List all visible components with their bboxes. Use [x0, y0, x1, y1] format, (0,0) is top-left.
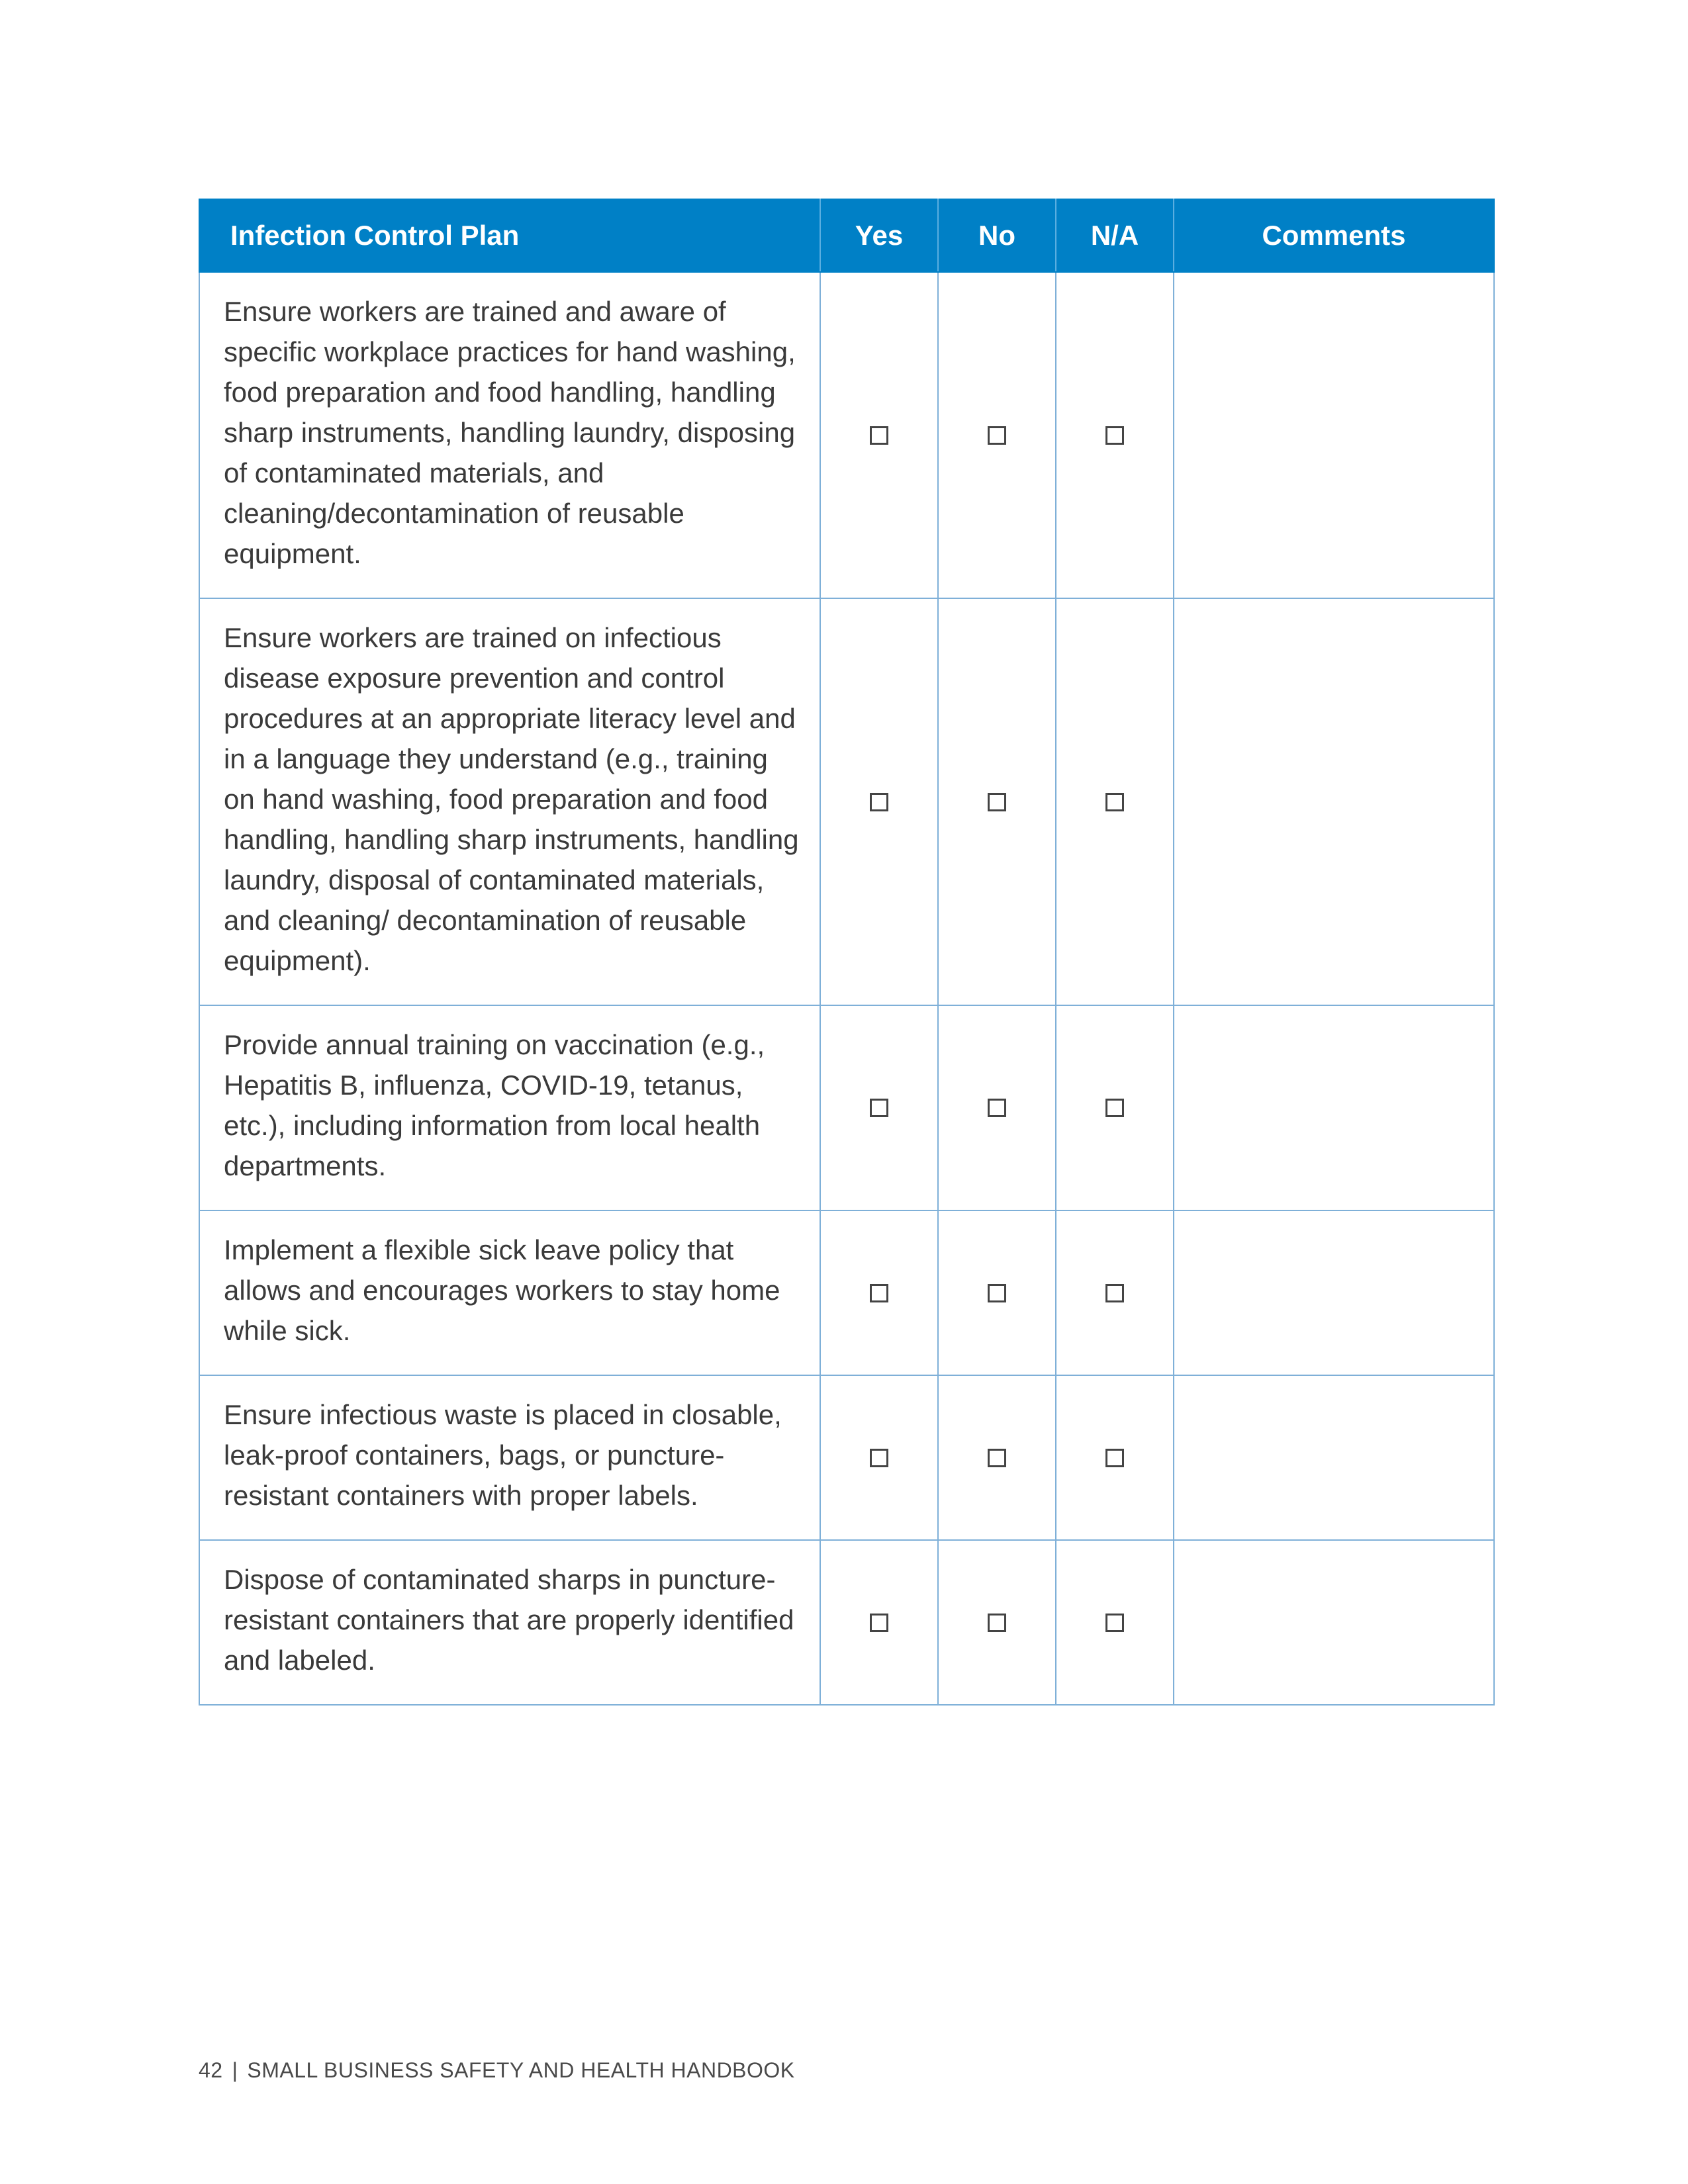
- na-checkbox[interactable]: [1105, 426, 1124, 445]
- footer-separator: |: [232, 2058, 238, 2082]
- row-text: Provide annual training on vaccination (e.g., Hepatitis B, influenza, COVID-19, tetanus, etc.), including information from local health departments.: [199, 1005, 820, 1210]
- na-cell: [1056, 1540, 1174, 1705]
- no-cell: [938, 1210, 1056, 1375]
- row-text: Ensure workers are trained on infectious disease exposure prevention and control procedures at an appropriate literacy level and in a language they understand (e.g., training on hand washing, food preparation and food handling, handling sharp instruments, handling laundry, disposal of contaminated materials, and cleaning/ decontamination of reusable equipment).: [199, 598, 820, 1005]
- page-number: 42: [199, 2058, 223, 2082]
- yes-cell: [820, 1540, 938, 1705]
- no-checkbox[interactable]: [988, 793, 1006, 811]
- no-cell: [938, 598, 1056, 1005]
- row-text: Dispose of contaminated sharps in puncture-resistant containers that are properly identified and labeled.: [199, 1540, 820, 1705]
- handbook-title: SMALL BUSINESS SAFETY AND HEALTH HANDBOOK: [247, 2058, 795, 2082]
- header-yes: Yes: [820, 199, 938, 272]
- table-row: [199, 1005, 1494, 1210]
- na-cell: [1056, 1005, 1174, 1210]
- comments-field[interactable]: [1174, 1375, 1494, 1540]
- table-row: [199, 1210, 1494, 1375]
- yes-cell: [820, 1210, 938, 1375]
- no-checkbox[interactable]: [988, 1284, 1006, 1302]
- comments-field[interactable]: [1174, 1540, 1494, 1705]
- comments-field[interactable]: [1174, 1005, 1494, 1210]
- comments-field[interactable]: [1174, 598, 1494, 1005]
- na-checkbox[interactable]: [1105, 793, 1124, 811]
- no-cell: [938, 1375, 1056, 1540]
- table-row: [199, 1375, 1494, 1540]
- table-row: [199, 598, 1494, 1005]
- infection-control-checklist: [199, 199, 1495, 1706]
- na-cell: [1056, 1375, 1174, 1540]
- comments-field[interactable]: [1174, 1210, 1494, 1375]
- yes-checkbox[interactable]: [870, 1284, 888, 1302]
- na-checkbox[interactable]: [1105, 1449, 1124, 1467]
- yes-checkbox[interactable]: [870, 793, 888, 811]
- yes-cell: [820, 1005, 938, 1210]
- header-comments: Comments: [1174, 199, 1494, 272]
- no-checkbox[interactable]: [988, 1099, 1006, 1117]
- table-row: [199, 272, 1494, 598]
- no-checkbox[interactable]: [988, 1614, 1006, 1632]
- na-cell: [1056, 598, 1174, 1005]
- comments-field[interactable]: [1174, 272, 1494, 598]
- no-cell: [938, 272, 1056, 598]
- header-row: [199, 199, 1494, 272]
- header-na: N/A: [1056, 199, 1174, 272]
- header-no: No: [938, 199, 1056, 272]
- na-cell: [1056, 272, 1174, 598]
- page-footer: [199, 2058, 795, 2083]
- yes-checkbox[interactable]: [870, 1099, 888, 1117]
- row-text: Ensure workers are trained and aware of specific workplace practices for hand washing, food preparation and food handling, handling sharp instruments, handling laundry, disposing of contaminated materials, and cleaning/decontamination of reusable equipment.: [199, 272, 820, 598]
- yes-cell: [820, 1375, 938, 1540]
- no-checkbox[interactable]: [988, 426, 1006, 445]
- na-cell: [1056, 1210, 1174, 1375]
- no-cell: [938, 1540, 1056, 1705]
- yes-checkbox[interactable]: [870, 1614, 888, 1632]
- yes-cell: [820, 272, 938, 598]
- na-checkbox[interactable]: [1105, 1099, 1124, 1117]
- yes-checkbox[interactable]: [870, 426, 888, 445]
- na-checkbox[interactable]: [1105, 1614, 1124, 1632]
- no-checkbox[interactable]: [988, 1449, 1006, 1467]
- row-text: Ensure infectious waste is placed in closable, leak-proof containers, bags, or puncture-resistant containers with proper labels.: [199, 1375, 820, 1540]
- table-row: [199, 1540, 1494, 1705]
- yes-checkbox[interactable]: [870, 1449, 888, 1467]
- na-checkbox[interactable]: [1105, 1284, 1124, 1302]
- header-infection-control-plan: Infection Control Plan: [199, 199, 820, 272]
- row-text: Implement a flexible sick leave policy that allows and encourages workers to stay home while sick.: [199, 1210, 820, 1375]
- no-cell: [938, 1005, 1056, 1210]
- yes-cell: [820, 598, 938, 1005]
